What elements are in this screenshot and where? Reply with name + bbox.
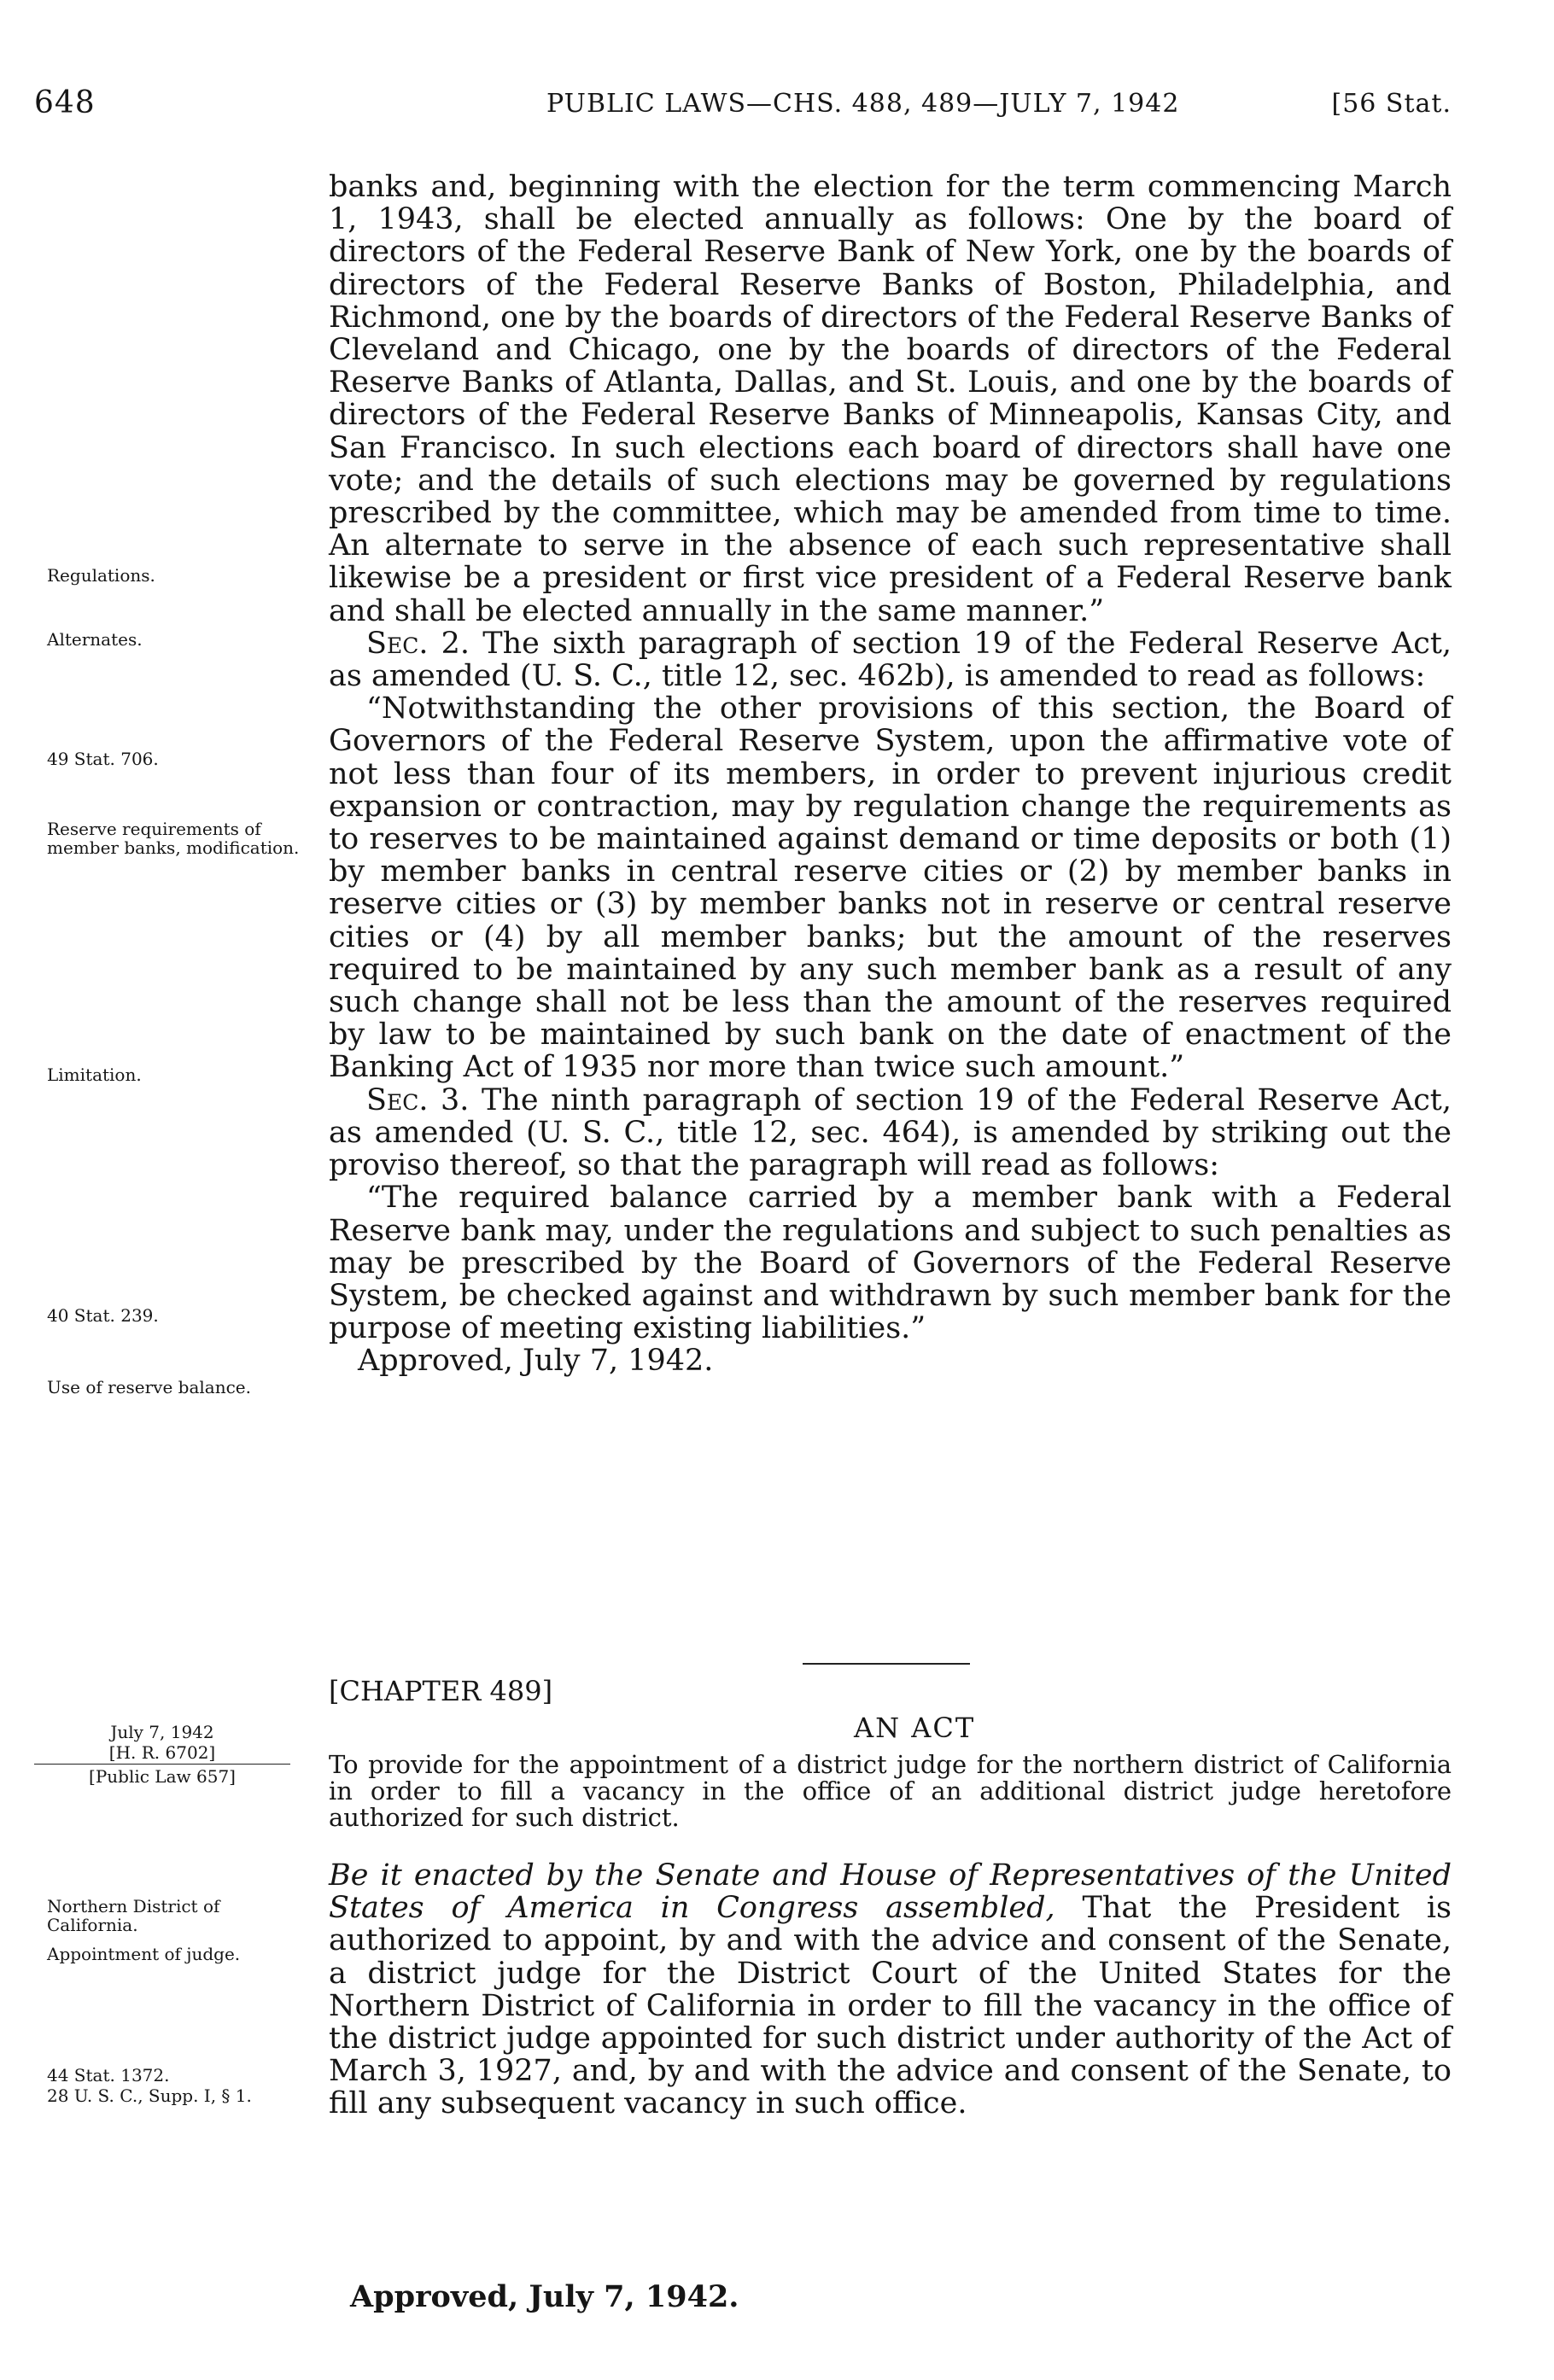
section-3 — [329, 1084, 1452, 1182]
act-title: AN ACT — [854, 1712, 976, 1744]
running-title: PUBLIC LAWS—CHS. 488, 489—JULY 7, 1942 — [546, 89, 1180, 119]
margin-note-hr: [H. R. 6702] — [34, 1743, 290, 1765]
enacting-formula: Be it enacted by the Senate and House of Representatives of the United States of America in Congress assembled, — [329, 1858, 1452, 1926]
margin-note-reserve-requirements: Reserve requirements of member banks, modification. — [47, 819, 300, 858]
quote-section-2: “Notwithstanding the other provisions of this section, the Board of Governors of the Federal Reserve System, upon the affirmative vote of not less than four of its members, in order to prevent injurious credit expansion or contraction, may by regulation change the requirements as to reserves to be maintained against demand or time deposits or both (1) by member banks in central reserve cities or (2) by member banks in reserve cities or (3) by member banks not in reserve or central reserve cities or (4) by all member banks; but the amount of the reserves required to be maintained by any such member bank as a result of any such change shall not be less than the amount of the reserves required by law to be maintained by such bank on the date of enactment of the Banking Act of 1935 nor more than twice such amount.” — [329, 691, 1452, 1085]
margin-note-stat-706: 49 Stat. 706. — [47, 749, 159, 769]
chapter-label: [CHAPTER 489] — [329, 1675, 553, 1707]
running-header — [34, 85, 1452, 128]
quote-section-3: “The required balance carried by a member bank with a Federal Reserve bank may, under the regulations and subject to such penalties as may be prescribed by the Board of Governors of the Federal Reserve System, be checked against and withdrawn by such member bank for the purpose of meeting existing liabilities.” — [329, 1181, 1452, 1346]
enacting-text: That the President is authorized to appoint, by and with the advice and consent of the Senate, a district judge for the District Court of the United States for the Northern District of California in order to fill the vacancy in the office of the district judge appointed for such district under authority of the Act of March 3, 1927, and, by and with the advice and consent of the Senate, to fill any subsequent vacancy in such office. — [329, 1891, 1452, 2121]
section-divider — [803, 1663, 970, 1665]
statute-volume: [56 Stat. — [1331, 89, 1452, 119]
margin-note-northern-district: Northern District of California. — [47, 1896, 220, 1935]
paragraph-elections: banks and, beginning with the election for the term commencing March 1, 1943, shall be elected annually as follows: One by the board of directors of the Federal Reserve Bank of New York, one by the boards of directors of the Federal Reserve Banks of Boston, Philadelphia, and Richmond, one by the boards of directors of the Federal Reserve Banks of Cleveland and Chicago, one by the boards of directors of the Federal Reserve Banks of Atlanta, Dallas, and St. Louis, and one by the boards of directors of the Federal Reserve Banks of Minneapolis, Kansas City, and San Francisco. In such elections each board of directors shall have one vote; and the details of such elections may be governed by regulations prescribed by the committee, which may be amended from time to time. An alternate to serve in the absence of each such representative shall likewise be a president or first vice president of a Federal Reserve bank and shall be elected annually in the same manner.” — [329, 170, 1452, 628]
margin-note-limitation: Limitation. — [47, 1065, 142, 1085]
section-2-label: Sec. 2. — [366, 626, 470, 661]
enacting-clause — [329, 1859, 1452, 2120]
main-text — [329, 171, 1452, 1378]
margin-note-regulations: Regulations. — [47, 565, 155, 586]
margin-note-stat-239: 40 Stat. 239. — [47, 1305, 159, 1326]
section-3-text: The ninth paragraph of section 19 of the Federal Reserve Act, as amended (U. S. C., title 12, sec. 464), is amended by striking out the proviso thereof, so that the paragraph will read as follows: — [329, 1082, 1452, 1183]
page-number: 648 — [34, 85, 96, 120]
approved-chapter-488: Approved, July 7, 1942. — [358, 1344, 714, 1379]
margin-note-use-of-reserve: Use of reserve balance. — [47, 1377, 251, 1397]
margin-note-alternates: Alternates. — [47, 629, 143, 650]
approved-chapter-489: Approved, July 7, 1942. — [350, 2279, 739, 2314]
section-2-text: The sixth paragraph of section 19 of the Federal Reserve Act, as amended (U. S. C., title 12, sec. 462b), is amended to read as follows: — [329, 626, 1452, 694]
act-purpose: To provide for the appointment of a district judge for the northern district of California in order to fill a vacancy in the office of an additional district judge heretofore authorized for such district. — [329, 1750, 1452, 1832]
margin-note-appointment-of-judge: Appointment of judge. — [47, 1944, 241, 1964]
section-2 — [329, 627, 1452, 692]
margin-note-stat-1372: 44 Stat. 1372. — [47, 2065, 170, 2085]
section-3-label: Sec. 3. — [366, 1082, 470, 1117]
margin-note-public-law: [Public Law 657] — [89, 1766, 236, 1787]
margin-note-date: July 7, 1942 — [110, 1722, 214, 1742]
margin-note-usc-supp: 28 U. S. C., Supp. I, § 1. — [47, 2085, 252, 2106]
